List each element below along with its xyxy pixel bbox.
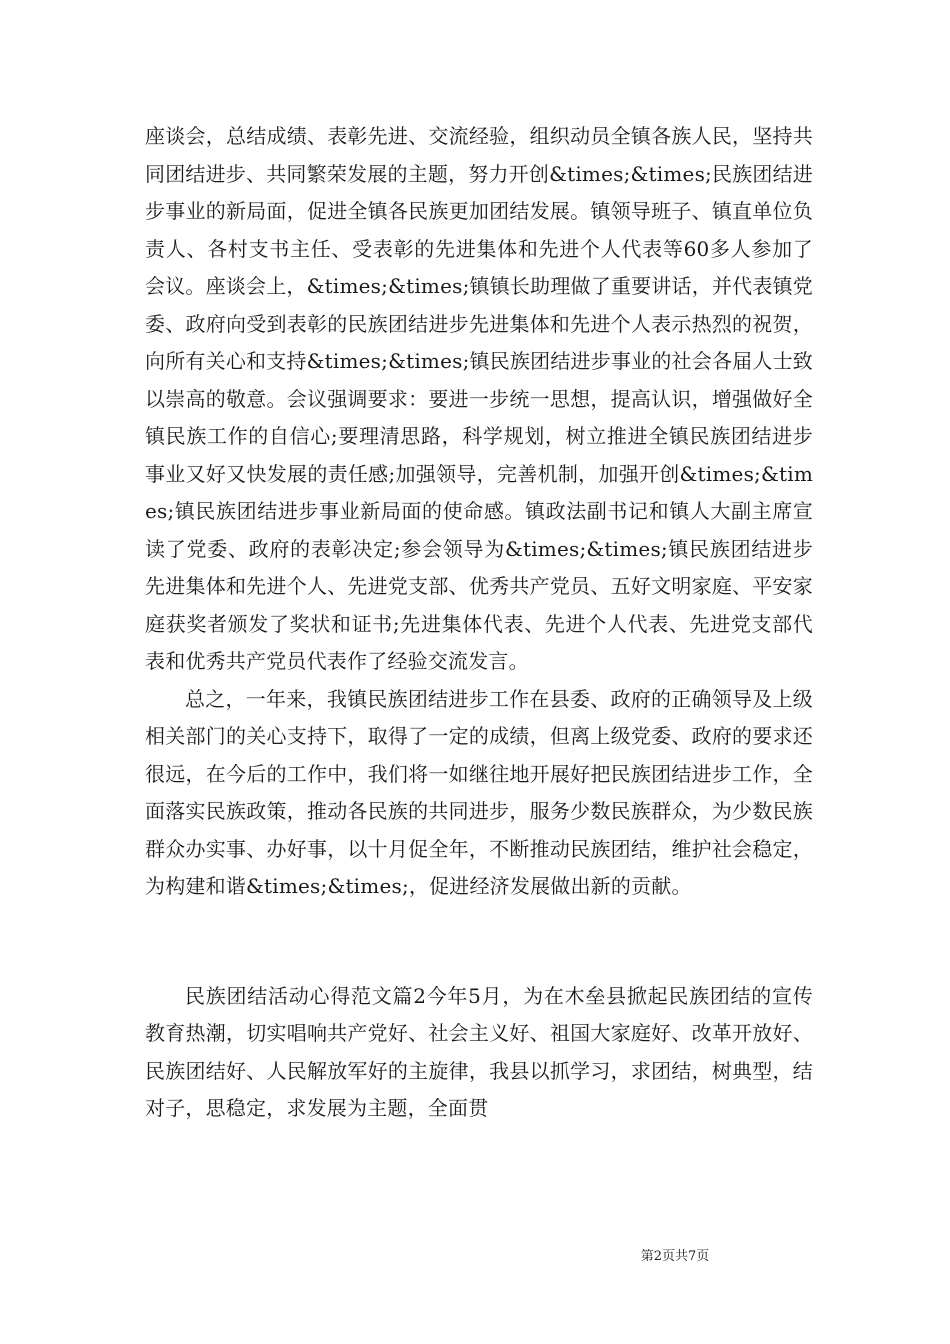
paragraph-continued: 座谈会，总结成绩、表彰先进、交流经验，组织动员全镇各族人民，坚持共同团结进步、共同繁荣发展的主题，努力开创&times;&times;民族团结进步事业的新局面，促进全镇各民族更加团结发展。镇领导班子、镇直单位负责人、各村支书主任、受表彰的先进集体和先进个人代表等60多人参加了会议。座谈会上，&times;&times;镇镇长助理做了重要讲话，并代表镇党委、政府向受到表彰的民族团结进步先进集体和先进个人表示热烈的祝贺，向所有关心和支持&times;&times;镇民族团结进步事业的社会各届人士致以崇高的敬意。会议强调要求：要进一步统一思想，提高认识，增强做好全镇民族工作的自信心;要理清思路，科学规划，树立推进全镇民族团结进步事业又好又快发展的责任感;加强领导，完善机制，加强开创&times;&times;镇民族团结进步事业新局面的使命感。镇政法副书记和镇人大副主席宣读了党委、政府的表彰决定;参会领导为&times;&times;镇民族团结进步先进集体和先进个人、先进党支部、优秀共产党员、五好文明家庭、平安家庭获奖者颁发了奖状和证书;先进集体代表、先进个人代表、先进党支部代表和优秀共产党员代表作了经验交流发言。 <box>145 124 813 673</box>
document-body <box>145 118 813 1128</box>
page-number-footer: 第2页共7页 <box>640 1249 710 1264</box>
paragraph-article-2: 民族团结活动心得范文篇2今年5月，为在木垒县掀起民族团结的宣传教育热潮，切实唱响共产党好、社会主义好、祖国大家庭好、改革开放好、民族团结好、人民解放军好的主旋律，我县以抓学习，求团结，树典型，结对子，思稳定，求发展为主题，全面贯 <box>145 983 813 1120</box>
section-spacer <box>145 906 813 978</box>
paragraph-summary: 总之，一年来，我镇民族团结进步工作在县委、政府的正确领导及上级相关部门的关心支持下，取得了一定的成绩，但离上级党委、政府的要求还很远，在今后的工作中，我们将一如继往地开展好把民族团结进步工作，全面落实民族政策，推动各民族的共同进步，服务少数民族群众，为少数民族群众办实事、办好事，以十月促全年，不断推动民族团结，维护社会稳定，为构建和谐&times;&times;，促进经济发展做出新的贡献。 <box>145 686 813 898</box>
